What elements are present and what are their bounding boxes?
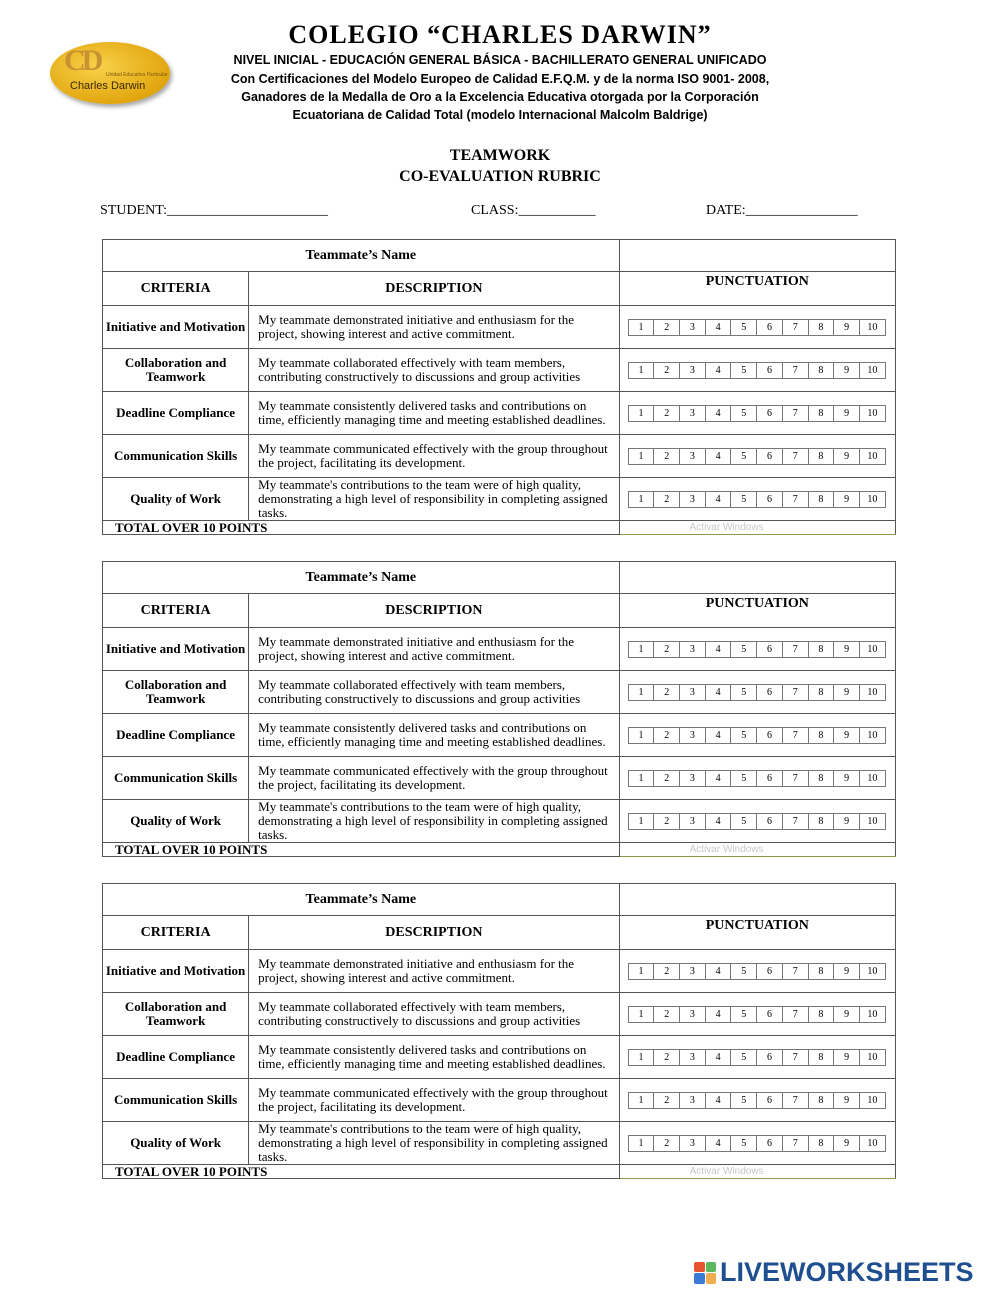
score-option[interactable]: 10 <box>867 364 878 376</box>
score-option[interactable]: 8 <box>809 1093 835 1108</box>
criteria-row <box>103 478 896 521</box>
score-option[interactable]: 9 <box>834 363 860 378</box>
score-option[interactable]: 3 <box>680 1136 706 1151</box>
score-option[interactable]: 9 <box>834 964 860 979</box>
criteria-row <box>103 1036 896 1079</box>
score-option[interactable]: 1 <box>629 685 655 700</box>
score-option[interactable]: 4 <box>706 814 732 829</box>
teammate-name-label: Teammate’s Name <box>103 562 620 594</box>
criteria-name: Quality of Work <box>103 800 249 843</box>
score-option[interactable]: 9 <box>834 642 860 657</box>
criteria-row <box>103 306 896 349</box>
score-option[interactable]: 8 <box>809 492 835 507</box>
score-option[interactable]: 9 <box>834 1050 860 1065</box>
criteria-name: Collaboration and Teamwork <box>103 671 249 714</box>
score-scale[interactable] <box>628 405 886 422</box>
score-option[interactable]: 8 <box>809 642 835 657</box>
score-option[interactable]: 9 <box>834 685 860 700</box>
total-label: TOTAL OVER 10 POINTS <box>103 1165 620 1179</box>
score-option[interactable]: 2 <box>654 685 680 700</box>
score-option[interactable]: 6 <box>757 320 783 335</box>
score-option[interactable]: 7 <box>783 1093 809 1108</box>
score-scale[interactable] <box>628 641 886 658</box>
score-option[interactable]: 7 <box>783 492 809 507</box>
score-option[interactable]: 2 <box>654 728 680 743</box>
score-option[interactable]: 10 <box>867 1051 878 1063</box>
punctuation-header: PUNCTUATION <box>619 272 895 306</box>
criteria-header: CRITERIA <box>103 916 249 950</box>
score-option[interactable]: 10 <box>867 1137 878 1149</box>
score-option[interactable]: 6 <box>757 1093 783 1108</box>
criteria-description: My teammate collaborated effectively with team members, contributing constructively to discussions and group activities <box>249 993 619 1036</box>
score-option[interactable]: 6 <box>757 814 783 829</box>
score-option[interactable]: 2 <box>654 492 680 507</box>
score-option[interactable]: 8 <box>809 363 835 378</box>
criteria-name: Communication Skills <box>103 1079 249 1122</box>
score-option[interactable]: 4 <box>706 492 732 507</box>
score-cell <box>619 671 895 714</box>
header-line-2: Con Certificaciones del Modelo Europeo de Calidad E.F.Q.M. y de la norma ISO 9001- 2008, <box>230 72 770 86</box>
score-cell <box>619 800 895 843</box>
liveworksheets-icon <box>694 1262 716 1284</box>
punctuation-header: PUNCTUATION <box>619 916 895 950</box>
score-cell <box>619 478 895 521</box>
punctuation-header: PUNCTUATION <box>619 594 895 628</box>
criteria-description: My teammate communicated effectively with the group throughout the project, facilitating its development. <box>249 1079 619 1122</box>
score-option[interactable]: 4 <box>706 406 732 421</box>
score-option[interactable]: 10 <box>867 450 878 462</box>
score-option[interactable]: 10 <box>867 643 878 655</box>
criteria-name: Collaboration and Teamwork <box>103 349 249 392</box>
criteria-row <box>103 950 896 993</box>
score-option[interactable]: 7 <box>783 1007 809 1022</box>
score-option[interactable]: 1 <box>629 814 655 829</box>
criteria-row <box>103 671 896 714</box>
logo-monogram: CD <box>64 44 100 77</box>
score-option[interactable]: 7 <box>783 1050 809 1065</box>
score-option[interactable]: 8 <box>809 320 835 335</box>
score-cell <box>619 950 895 993</box>
score-option[interactable]: 9 <box>834 814 860 829</box>
score-option[interactable]: 10 <box>867 1008 878 1020</box>
score-option[interactable]: 9 <box>834 1136 860 1151</box>
icon-square <box>694 1273 705 1284</box>
score-option[interactable]: 6 <box>757 685 783 700</box>
criteria-name: Communication Skills <box>103 757 249 800</box>
score-option[interactable]: 8 <box>809 728 835 743</box>
score-option[interactable]: 6 <box>757 1136 783 1151</box>
score-option[interactable]: 3 <box>680 363 706 378</box>
score-option[interactable]: 5 <box>731 814 757 829</box>
total-label: TOTAL OVER 10 POINTS <box>103 521 620 535</box>
score-scale[interactable] <box>628 727 886 744</box>
criteria-name: Quality of Work <box>103 478 249 521</box>
score-option[interactable]: 3 <box>680 964 706 979</box>
rubric-table <box>102 561 896 857</box>
score-option[interactable]: 1 <box>629 964 655 979</box>
score-option[interactable]: 10 <box>867 686 878 698</box>
score-cell <box>619 1036 895 1079</box>
score-option[interactable]: 5 <box>731 642 757 657</box>
criteria-description: My teammate collaborated effectively with team members, contributing constructively to discussions and group activities <box>249 349 619 392</box>
criteria-name: Deadline Compliance <box>103 1036 249 1079</box>
score-option[interactable]: 2 <box>654 320 680 335</box>
score-option[interactable]: 1 <box>629 492 655 507</box>
score-option[interactable]: 8 <box>809 685 835 700</box>
score-option[interactable]: 8 <box>809 449 835 464</box>
score-option[interactable]: 5 <box>731 964 757 979</box>
score-scale[interactable] <box>628 813 886 830</box>
criteria-description: My teammate demonstrated initiative and enthusiasm for the project, showing interest and active commitment. <box>249 628 619 671</box>
score-option[interactable]: 3 <box>680 728 706 743</box>
score-option[interactable]: 10 <box>867 493 878 505</box>
score-scale[interactable] <box>628 491 886 508</box>
score-option[interactable]: 10 <box>867 1094 878 1106</box>
score-option[interactable]: 5 <box>731 771 757 786</box>
score-scale[interactable] <box>628 1092 886 1109</box>
score-option[interactable]: 9 <box>834 320 860 335</box>
score-cell <box>619 306 895 349</box>
score-option[interactable]: 7 <box>783 1136 809 1151</box>
score-option[interactable]: 2 <box>654 1050 680 1065</box>
score-option[interactable]: 1 <box>629 1007 655 1022</box>
criteria-row <box>103 435 896 478</box>
watermark: Activar Windows <box>619 1165 895 1179</box>
score-option[interactable]: 7 <box>783 771 809 786</box>
teammate-name-label: Teammate’s Name <box>103 884 620 916</box>
criteria-description: My teammate's contributions to the team were of high quality, demonstrating a high level of responsibility in completing assigned tasks. <box>249 800 619 843</box>
score-option[interactable]: 10 <box>867 772 878 784</box>
score-option[interactable]: 6 <box>757 642 783 657</box>
score-option[interactable]: 6 <box>757 1007 783 1022</box>
logo-subtitle: Unidad Educativa Particular <box>106 72 168 78</box>
score-option[interactable]: 5 <box>731 1007 757 1022</box>
score-scale[interactable] <box>628 1006 886 1023</box>
criteria-description: My teammate consistently delivered tasks and contributions on time, efficiently managing time and meeting established deadlines. <box>249 714 619 757</box>
criteria-description: My teammate consistently delivered tasks and contributions on time, efficiently managing time and meeting established deadlines. <box>249 1036 619 1079</box>
score-option[interactable]: 5 <box>731 406 757 421</box>
score-option[interactable]: 6 <box>757 728 783 743</box>
score-option[interactable]: 6 <box>757 449 783 464</box>
criteria-row <box>103 993 896 1036</box>
score-option[interactable]: 1 <box>629 642 655 657</box>
score-scale[interactable] <box>628 362 886 379</box>
score-option[interactable]: 5 <box>731 449 757 464</box>
score-option[interactable]: 8 <box>809 1050 835 1065</box>
score-option[interactable]: 8 <box>809 814 835 829</box>
score-option[interactable]: 3 <box>680 1093 706 1108</box>
doc-title: TEAMWORK <box>449 147 551 164</box>
score-option[interactable]: 1 <box>629 1093 655 1108</box>
criteria-row <box>103 628 896 671</box>
criteria-header: CRITERIA <box>103 272 249 306</box>
score-option[interactable]: 7 <box>783 814 809 829</box>
criteria-row <box>103 1079 896 1122</box>
criteria-row <box>103 1122 896 1165</box>
score-option[interactable]: 3 <box>680 814 706 829</box>
score-option[interactable]: 4 <box>706 363 732 378</box>
score-scale[interactable] <box>628 319 886 336</box>
score-option[interactable]: 7 <box>783 406 809 421</box>
teammate-name-label: Teammate’s Name <box>103 240 620 272</box>
score-scale[interactable] <box>628 1135 886 1152</box>
score-option[interactable]: 2 <box>654 406 680 421</box>
brand-text: LIVEWORKSHEETS <box>720 1257 974 1287</box>
school-title: COLEGIO “CHARLES DARWIN” <box>288 20 712 49</box>
score-option[interactable]: 7 <box>783 320 809 335</box>
score-option[interactable]: 2 <box>654 449 680 464</box>
score-option[interactable]: 9 <box>834 492 860 507</box>
score-option[interactable]: 1 <box>629 728 655 743</box>
score-option[interactable]: 6 <box>757 1050 783 1065</box>
class-field[interactable]: CLASS:___________ <box>471 203 596 218</box>
criteria-description: My teammate consistently delivered tasks and contributions on time, efficiently managing time and meeting established deadlines. <box>249 392 619 435</box>
criteria-row <box>103 800 896 843</box>
header-line-1: NIVEL INICIAL - EDUCACIÓN GENERAL BÁSICA - BACHILLERATO GENERAL UNIFICADO <box>233 53 767 67</box>
score-cell <box>619 757 895 800</box>
teammate-name-input[interactable] <box>619 562 895 594</box>
score-option[interactable]: 7 <box>783 449 809 464</box>
criteria-name: Initiative and Motivation <box>103 628 249 671</box>
score-cell <box>619 1079 895 1122</box>
score-option[interactable]: 1 <box>629 406 655 421</box>
score-option[interactable]: 8 <box>809 406 835 421</box>
score-option[interactable]: 10 <box>867 321 878 333</box>
score-option[interactable]: 7 <box>783 685 809 700</box>
criteria-row <box>103 349 896 392</box>
score-option[interactable]: 3 <box>680 1050 706 1065</box>
score-option[interactable]: 4 <box>706 771 732 786</box>
criteria-name: Deadline Compliance <box>103 714 249 757</box>
score-option[interactable]: 1 <box>629 449 655 464</box>
description-header: DESCRIPTION <box>249 272 619 306</box>
criteria-name: Initiative and Motivation <box>103 950 249 993</box>
score-option[interactable]: 2 <box>654 1136 680 1151</box>
score-option[interactable]: 2 <box>654 642 680 657</box>
criteria-description: My teammate demonstrated initiative and enthusiasm for the project, showing interest and active commitment. <box>249 306 619 349</box>
score-option[interactable]: 5 <box>731 1136 757 1151</box>
date-field[interactable]: DATE:________________ <box>706 203 858 218</box>
criteria-header: CRITERIA <box>103 594 249 628</box>
score-option[interactable]: 10 <box>867 729 878 741</box>
score-option[interactable]: 3 <box>680 771 706 786</box>
score-option[interactable]: 3 <box>680 642 706 657</box>
icon-square <box>706 1273 717 1284</box>
criteria-name: Deadline Compliance <box>103 392 249 435</box>
criteria-row <box>103 392 896 435</box>
criteria-description: My teammate's contributions to the team were of high quality, demonstrating a high level of responsibility in completing assigned tasks. <box>249 478 619 521</box>
score-option[interactable]: 3 <box>680 449 706 464</box>
score-option[interactable]: 2 <box>654 1093 680 1108</box>
score-cell <box>619 349 895 392</box>
score-option[interactable]: 4 <box>706 320 732 335</box>
watermark: Activar Windows <box>619 521 895 535</box>
score-option[interactable]: 7 <box>783 642 809 657</box>
score-option[interactable]: 6 <box>757 964 783 979</box>
score-option[interactable]: 6 <box>757 492 783 507</box>
score-option[interactable]: 2 <box>654 1007 680 1022</box>
score-scale[interactable] <box>628 684 886 701</box>
score-option[interactable]: 7 <box>783 363 809 378</box>
score-option[interactable]: 1 <box>629 363 655 378</box>
score-option[interactable]: 6 <box>757 406 783 421</box>
criteria-description: My teammate collaborated effectively with team members, contributing constructively to discussions and group activities <box>249 671 619 714</box>
score-option[interactable]: 10 <box>867 407 878 419</box>
score-option[interactable]: 4 <box>706 1050 732 1065</box>
score-option[interactable]: 6 <box>757 771 783 786</box>
teammate-name-input[interactable] <box>619 240 895 272</box>
score-option[interactable]: 1 <box>629 320 655 335</box>
description-header: DESCRIPTION <box>249 916 619 950</box>
score-option[interactable]: 6 <box>757 363 783 378</box>
score-option[interactable]: 2 <box>654 964 680 979</box>
criteria-row <box>103 714 896 757</box>
score-option[interactable]: 4 <box>706 964 732 979</box>
score-option[interactable]: 5 <box>731 728 757 743</box>
score-option[interactable]: 4 <box>706 1136 732 1151</box>
score-option[interactable]: 3 <box>680 320 706 335</box>
score-option[interactable]: 3 <box>680 492 706 507</box>
rubric-table <box>102 883 896 1179</box>
score-option[interactable]: 5 <box>731 363 757 378</box>
score-option[interactable]: 9 <box>834 406 860 421</box>
total-label: TOTAL OVER 10 POINTS <box>103 843 620 857</box>
score-option[interactable]: 3 <box>680 1007 706 1022</box>
header-line-4: Ecuatoriana de Calidad Total (modelo Internacional Malcolm Baldrige) <box>292 108 708 122</box>
criteria-description: My teammate communicated effectively with the group throughout the project, facilitating its development. <box>249 435 619 478</box>
score-option[interactable]: 2 <box>654 771 680 786</box>
description-header: DESCRIPTION <box>249 594 619 628</box>
liveworksheets-brand <box>694 1257 974 1288</box>
criteria-description: My teammate's contributions to the team were of high quality, demonstrating a high level of responsibility in completing assigned tasks. <box>249 1122 619 1165</box>
score-option[interactable]: 8 <box>809 1007 835 1022</box>
score-option[interactable]: 5 <box>731 492 757 507</box>
criteria-name: Quality of Work <box>103 1122 249 1165</box>
logo-name: Charles Darwin <box>70 80 146 92</box>
icon-square <box>706 1262 717 1273</box>
score-scale[interactable] <box>628 1049 886 1066</box>
score-scale[interactable] <box>628 448 886 465</box>
score-cell <box>619 1122 895 1165</box>
score-option[interactable]: 9 <box>834 728 860 743</box>
student-field[interactable]: STUDENT:_______________________ <box>100 203 328 218</box>
criteria-name: Initiative and Motivation <box>103 306 249 349</box>
score-option[interactable]: 9 <box>834 771 860 786</box>
score-option[interactable]: 7 <box>783 728 809 743</box>
score-option[interactable]: 1 <box>629 1136 655 1151</box>
score-cell <box>619 435 895 478</box>
criteria-description: My teammate communicated effectively with the group throughout the project, facilitating its development. <box>249 757 619 800</box>
criteria-name: Communication Skills <box>103 435 249 478</box>
score-option[interactable]: 4 <box>706 1093 732 1108</box>
score-option[interactable]: 1 <box>629 1050 655 1065</box>
score-option[interactable]: 4 <box>706 642 732 657</box>
score-option[interactable]: 8 <box>809 771 835 786</box>
teammate-name-input[interactable] <box>619 884 895 916</box>
score-cell <box>619 714 895 757</box>
icon-square <box>694 1262 705 1273</box>
score-scale[interactable] <box>628 963 886 980</box>
score-option[interactable]: 4 <box>706 449 732 464</box>
score-option[interactable]: 4 <box>706 728 732 743</box>
criteria-name: Collaboration and Teamwork <box>103 993 249 1036</box>
score-cell <box>619 392 895 435</box>
watermark: Activar Windows <box>619 843 895 857</box>
score-option[interactable]: 3 <box>680 406 706 421</box>
criteria-row <box>103 757 896 800</box>
score-option[interactable]: 5 <box>731 320 757 335</box>
score-option[interactable]: 3 <box>680 685 706 700</box>
score-option[interactable]: 1 <box>629 771 655 786</box>
score-option[interactable]: 4 <box>706 1007 732 1022</box>
header-line-3: Ganadores de la Medalla de Oro a la Excelencia Educativa otorgada por la Corporación <box>241 90 759 104</box>
doc-subtitle: CO-EVALUATION RUBRIC <box>399 168 601 185</box>
score-option[interactable]: 10 <box>867 965 878 977</box>
rubric-table <box>102 239 896 535</box>
score-cell <box>619 628 895 671</box>
score-option[interactable]: 2 <box>654 363 680 378</box>
score-option[interactable]: 5 <box>731 1093 757 1108</box>
score-option[interactable]: 5 <box>731 685 757 700</box>
score-option[interactable]: 9 <box>834 1007 860 1022</box>
score-option[interactable]: 8 <box>809 1136 835 1151</box>
score-scale[interactable] <box>628 770 886 787</box>
score-option[interactable]: 7 <box>783 964 809 979</box>
score-option[interactable]: 5 <box>731 1050 757 1065</box>
score-option[interactable]: 9 <box>834 449 860 464</box>
score-option[interactable]: 10 <box>867 815 878 827</box>
score-option[interactable]: 9 <box>834 1093 860 1108</box>
criteria-description: My teammate demonstrated initiative and enthusiasm for the project, showing interest and active commitment. <box>249 950 619 993</box>
score-option[interactable]: 4 <box>706 685 732 700</box>
score-option[interactable]: 2 <box>654 814 680 829</box>
score-cell <box>619 993 895 1036</box>
score-option[interactable]: 8 <box>809 964 835 979</box>
